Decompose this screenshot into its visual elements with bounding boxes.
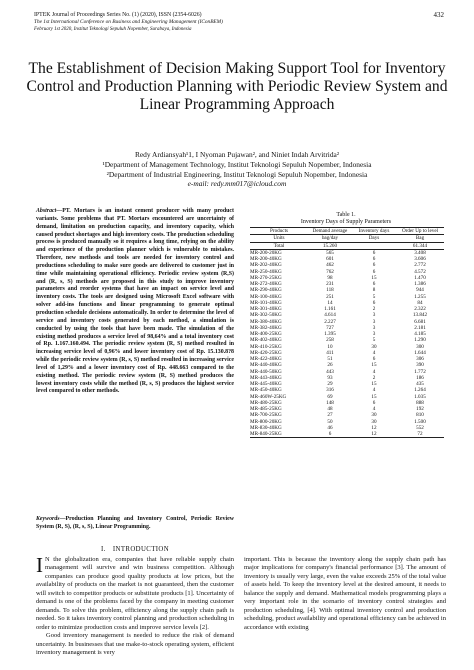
table-cell: 12 bbox=[371, 424, 377, 431]
conference-name: The 1st International Conference on Business and Engineering Management (IConBEM) bbox=[34, 19, 223, 26]
table-cell: 14 bbox=[327, 299, 333, 306]
table-cell: 462 bbox=[326, 262, 334, 269]
table-cell: 1.772 bbox=[414, 368, 426, 375]
table-cell: MR-270-25KG bbox=[250, 274, 282, 281]
table-cell: 1.386 bbox=[414, 281, 426, 287]
table-cell: 3.606 bbox=[414, 256, 426, 262]
table-cell: 4 bbox=[372, 368, 376, 375]
table-header-cell: Inventory days bbox=[352, 228, 396, 235]
page-header bbox=[34, 12, 444, 34]
intro-paragraph-1 bbox=[36, 553, 234, 632]
table-cell: Units bbox=[250, 235, 308, 242]
table-cell: 2 bbox=[372, 374, 376, 381]
table-cell: MR-302-50KG bbox=[250, 312, 282, 319]
table-cell: 84 bbox=[417, 299, 423, 306]
table-cell: 10 bbox=[327, 343, 333, 350]
table-cell: 29 bbox=[327, 381, 333, 387]
table-row bbox=[250, 431, 444, 438]
table-cell: 6 bbox=[372, 268, 376, 275]
table-header-cell: Order Up to level bbox=[396, 228, 444, 235]
abstract-text: —PT. Mortars is an instant cement producer with many product variants. Some problems that PT. Mortars encountered are uncertainty of demand, limitation on production capacity, and inventory capacity, which caused product shortages and high inventory costs. The production scheduling process is produced manually so it requires a long time, relying on the ability and experience of the production planner which is vulnerable to mistakes. Therefore, new methods and tools are needed for inventory control and productions scheduling to make sure goods are delivered to customer just in time while maintaining operational efficiency. Periodic review system (R,S) and (R, s, S) methods are proposed in this study to improve inventory parameters and reorder systems that have an impact on service level and inventory costs. The tools are designed using Microsoft Excel software with solver add-ins functions and linear programming to generate optimal production schedule decisions automatically. In order to determine the level of service and inventory costs generated by each method, a simulation is conducted by using the tools that have been made. The simulation of the existing method produces a service level of 98,64% and a total inventory cost of Rp. 1.167.160.494. The periodic review system (R, S) method resulted in increasing service level of 0,96% and lower inventory cost of Rp. 15.130.8?8 while the periodic review system (R, s, S) method resulted in increasing service level of 1,29% and a lower inventory cost of Rp. 448.663 compared to the existing method. The periodic review system (R, S) method produces the lowest inventory costs while the method (R, s, S) produces the highest service level compared to other methods. bbox=[36, 208, 234, 395]
table-cell: 3 bbox=[372, 318, 376, 325]
table-cell: 186 bbox=[416, 374, 424, 381]
table-cell: MR-250-40KG bbox=[250, 268, 282, 275]
table-cell: MR-101-40KG bbox=[250, 299, 282, 306]
page-number: 432 bbox=[433, 11, 444, 19]
table-cell: MR-440-50KG bbox=[250, 368, 282, 375]
table-cell: 15 bbox=[371, 381, 377, 387]
table-total-row bbox=[250, 242, 444, 249]
table-cell: 15 bbox=[371, 362, 377, 369]
table-cell: MR-380-40KG bbox=[250, 318, 282, 325]
drop-cap: I bbox=[36, 553, 43, 577]
table-cell: 6 bbox=[372, 356, 376, 362]
table-cell: MR-402-40KG bbox=[250, 337, 282, 344]
table-cell: 4 bbox=[372, 387, 376, 394]
author-block bbox=[20, 150, 454, 189]
table-cell: 5 bbox=[372, 337, 376, 344]
table-cell: 13.842 bbox=[412, 312, 428, 319]
table-cell: 601 bbox=[326, 256, 334, 262]
table-cell: 6 bbox=[372, 399, 376, 406]
table-cell: 51 bbox=[327, 356, 333, 362]
table-cell: MR-443-40KG bbox=[250, 374, 282, 381]
author-names: Redy Ardiansyah¹1, I Nyoman Pujawan², and Niniet Indah Arvitrida² bbox=[134, 150, 340, 159]
table-cell: 6 bbox=[372, 256, 376, 262]
section-heading: I. INTRODUCTION bbox=[100, 546, 170, 553]
table-cell: 3 bbox=[372, 331, 376, 337]
table-cell: 762 bbox=[326, 268, 334, 275]
table-cell: 26 bbox=[327, 362, 333, 369]
table-cell: 30 bbox=[371, 418, 377, 425]
table-caption-number: Table 1. bbox=[336, 212, 356, 218]
table-cell: 2.181 bbox=[414, 324, 426, 331]
table-cell: MR-202-40KG bbox=[250, 262, 282, 269]
intro-paragraph-2: Good inventory management is needed to reduce the risk of demand uncertainty. In businesses that use make-to-stock operating system, efficient inventory management is very bbox=[36, 632, 234, 656]
table-cell: 118 bbox=[326, 287, 334, 294]
table-cell: MR-840-25KG bbox=[250, 431, 308, 438]
table-cell: 1.035 bbox=[414, 393, 426, 400]
intro-paragraph-1-text: N the globalization era, companies that have reliable supply chain management will survive and win business competition. Although companies can produce good quality products at low prices, but the availability of products on the market is not guaranteed, then the customer will switch to competitor products or substitute products [1]. Uncertainty of demand is one of the problems faced by the company in meeting customer demands. To solve this problem, efficiency along the supply chain path is needed. So it takes inventory control planning and production scheduling in order to minimize production costs and improve service levels [2]. bbox=[36, 556, 234, 631]
affiliation-2: ²Department of Industrial Engineering, Institut Teknologi Sepuluh Nopember, Indonesia bbox=[106, 169, 368, 179]
table-cell: 316 bbox=[326, 387, 334, 394]
abstract bbox=[36, 208, 234, 396]
table-cell: MR-200-20KG bbox=[250, 249, 282, 256]
table-header-cell: Products bbox=[250, 228, 308, 235]
table-cell: 944 bbox=[416, 287, 424, 294]
table-cell: Days bbox=[352, 235, 396, 242]
table-cell: MR-700-25KG bbox=[250, 412, 282, 419]
table-cell: MR-420-25KG bbox=[250, 349, 282, 356]
table-cell: 888 bbox=[416, 399, 424, 406]
table-cell: 2.227 bbox=[324, 318, 336, 325]
table-cell: 5 bbox=[372, 293, 376, 300]
table-cell: 8 bbox=[372, 287, 376, 294]
table-row bbox=[250, 249, 444, 256]
table-header-row bbox=[250, 228, 444, 235]
keywords-lead: Keywords bbox=[36, 516, 60, 522]
table-cell: 443 bbox=[326, 368, 334, 375]
table-cell: 251 bbox=[326, 293, 334, 300]
table-cell: 4.572 bbox=[414, 268, 426, 275]
table-cell: 6 bbox=[372, 281, 376, 287]
introduction-text bbox=[36, 553, 234, 657]
table-cell: 6.681 bbox=[414, 318, 426, 325]
table-cell: 15 bbox=[371, 393, 377, 400]
right-column-text: important. This is because the inventory along the supply chain path has major implications for company's financial performance [3]. The amount of inventory is usually very large, even the value exceeds 25% of the total value of assets held. To keep the inventory level at the desired amount, it needs to balance the supply and demand. Mathematical models programming plays a very important role in the scenario of inventory control strategies and production scheduling, [4]. With optimal inventory control and production scheduling, product availability and operational efficiency can be achieved in accordance with existing bbox=[244, 556, 446, 631]
table-cell: Bag bbox=[396, 235, 444, 242]
table-cell: MR-400-25KG bbox=[250, 331, 282, 337]
table-cell: 810 bbox=[416, 412, 424, 419]
table-cell: 2.322 bbox=[414, 306, 426, 312]
table-cell: MR-480-25KG bbox=[250, 399, 282, 406]
keywords bbox=[36, 516, 234, 531]
table-cell: MR-800-20KG bbox=[250, 418, 282, 425]
table-cell: 306 bbox=[416, 356, 424, 362]
table-cell: MR-450-40KG bbox=[250, 387, 282, 394]
table-cell: 4.614 bbox=[324, 312, 336, 319]
table-cell: 50 bbox=[327, 418, 333, 425]
table-cell: 69 bbox=[327, 393, 333, 400]
table-cell: MR-290-40KG bbox=[250, 287, 282, 294]
table-cell: 1.290 bbox=[414, 337, 426, 344]
table-cell: 300 bbox=[416, 343, 424, 350]
table-cell: 1.395 bbox=[324, 331, 336, 337]
journal-name: IPTEK Journal of Proceedings Series No. (1) (2020), ISSN (2354-6026) bbox=[34, 12, 202, 18]
table-cell: bag/day bbox=[308, 235, 352, 242]
table-cell: MR-382-40KG bbox=[250, 324, 282, 331]
table-cell: 4.185 bbox=[414, 331, 426, 337]
table-cell: MR-272-40KG bbox=[250, 281, 282, 287]
table-cell bbox=[352, 242, 396, 249]
affiliation-1: ¹Department of Management Technology, Institut Teknologi Sepuluh Nopember, Indonesia bbox=[102, 159, 372, 169]
table-body bbox=[250, 249, 444, 438]
table-cell: 411 bbox=[326, 349, 334, 356]
table-cell: 4 bbox=[372, 349, 376, 356]
table-caption-title: Inventory Days of Supply Parameters bbox=[300, 219, 392, 225]
abstract-lead: Abstract bbox=[36, 208, 57, 214]
table-cell: 15.260 bbox=[308, 242, 352, 249]
table-cell: 552 bbox=[416, 424, 424, 431]
paper-title: The Establishment of Decision Making Support Tool for Inventory Control and Production Planning with Periodic Review System and Linear Programming Approach bbox=[26, 60, 448, 113]
table-units-row bbox=[250, 235, 444, 242]
table-cell: 1.470 bbox=[414, 274, 426, 281]
table-cell: MR-410-25KG bbox=[250, 343, 282, 350]
table-cell: 390 bbox=[416, 362, 424, 369]
table-cell: 2.772 bbox=[414, 262, 426, 269]
table-cell: 12 bbox=[352, 431, 396, 438]
table-cell: MR-200-40KG bbox=[250, 256, 282, 262]
table-cell: 1.644 bbox=[414, 349, 426, 356]
table-cell: MR-445-40KG bbox=[250, 381, 282, 387]
table-cell: MR-301-40KG bbox=[250, 306, 282, 312]
table-cell: Total bbox=[250, 242, 308, 249]
table-cell: 6 bbox=[308, 431, 352, 438]
table-cell: 3 bbox=[372, 312, 376, 319]
table-cell: 1.264 bbox=[414, 387, 426, 394]
inventory-parameters-table bbox=[250, 227, 444, 438]
table-cell: 6 bbox=[372, 262, 376, 269]
table-cell: MR-460W-25KG bbox=[250, 393, 287, 400]
table-cell: MR-100-40KG bbox=[250, 293, 282, 300]
table-header-cell: Demand average bbox=[308, 228, 352, 235]
table-cell: 1.161 bbox=[324, 306, 336, 312]
table-cell: MR-422-40KG bbox=[250, 356, 282, 362]
table-cell: 3.408 bbox=[414, 249, 426, 256]
table-cell: MR-485-25KG bbox=[250, 406, 282, 412]
keywords-text: —Production Planning and Inventory Control, Periodic Review System (R, S), (R, s, S), Linear Programming. bbox=[36, 516, 234, 530]
table-cell: MR-830-40KG bbox=[250, 424, 282, 431]
table-cell: 15 bbox=[371, 274, 377, 281]
table-cell: 6 bbox=[372, 249, 376, 256]
table-cell: 3 bbox=[372, 324, 376, 331]
conference-date: February 1st 2020, Institut Teknologi Sepuluh Nopember, Surabaya, Indonesia bbox=[34, 27, 192, 33]
table-cell: 4 bbox=[372, 406, 376, 412]
table-cell: 30 bbox=[371, 343, 377, 350]
table-cell: 192 bbox=[416, 406, 424, 412]
author-email: e-mail: redy.mm017@icloud.com bbox=[187, 179, 287, 189]
table-cell: 565 bbox=[326, 249, 334, 256]
table-cell: 231 bbox=[326, 281, 334, 287]
table-cell: 46 bbox=[327, 424, 333, 431]
table-cell: 27 bbox=[327, 412, 333, 419]
table-cell: 435 bbox=[416, 381, 424, 387]
table-cell: 258 bbox=[326, 337, 334, 344]
table-cell: 148 bbox=[326, 399, 334, 406]
table-cell: 61.344 bbox=[396, 242, 444, 249]
table-cell: 72 bbox=[396, 431, 444, 438]
table-cell: 48 bbox=[327, 406, 333, 412]
table-cell: 6 bbox=[372, 299, 376, 306]
table-cell: MR-440-40KG bbox=[250, 362, 282, 369]
table-cell: 30 bbox=[371, 412, 377, 419]
table-cell: 2 bbox=[372, 306, 376, 312]
table-cell: 1.255 bbox=[414, 293, 426, 300]
table-cell: 93 bbox=[327, 374, 333, 381]
table-cell: 1.500 bbox=[414, 418, 426, 425]
table-cell: 727 bbox=[326, 324, 334, 331]
table-cell: 98 bbox=[327, 274, 333, 281]
